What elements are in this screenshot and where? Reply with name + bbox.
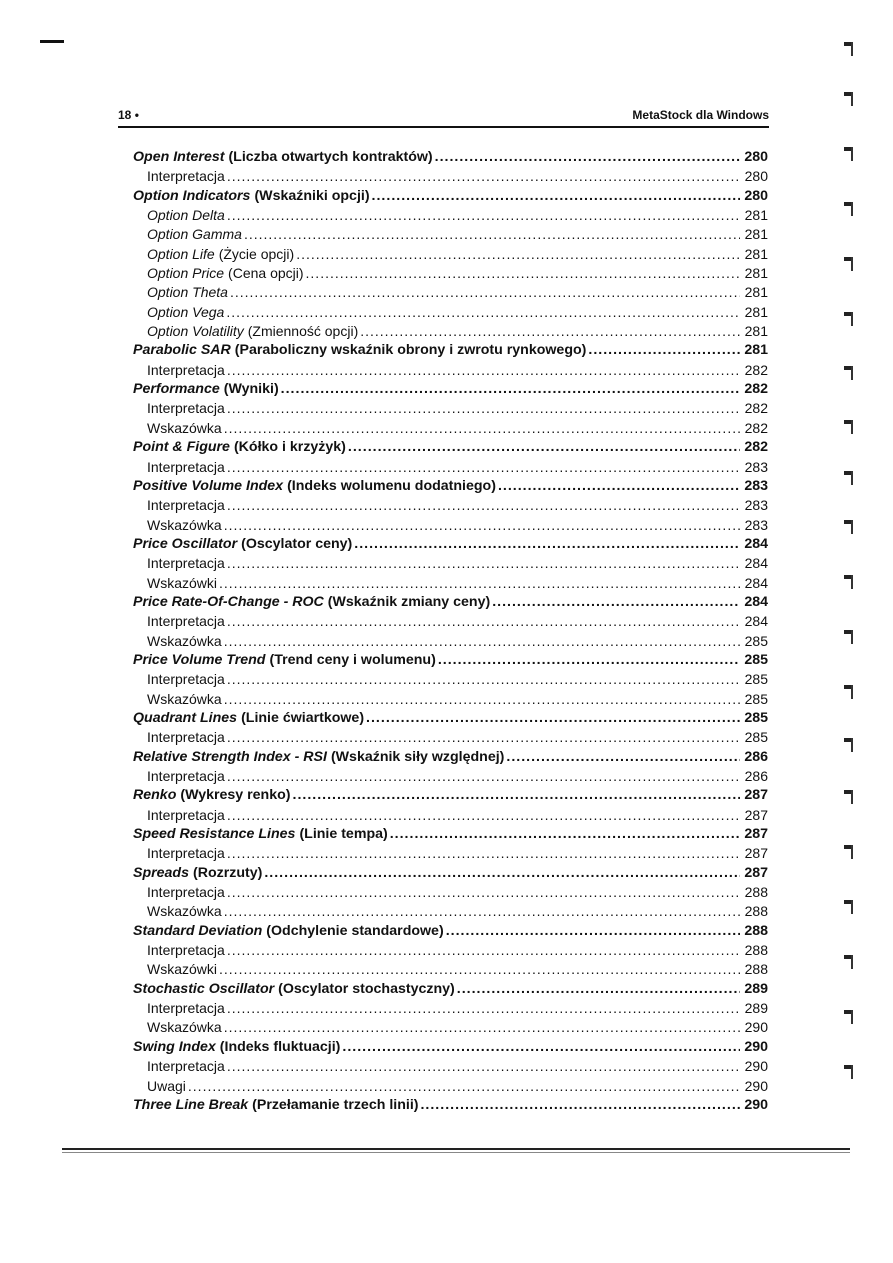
table-of-contents [130, 148, 768, 1115]
toc-description: Wskazówka [147, 419, 222, 436]
dot-leader [372, 187, 740, 206]
dot-leader [227, 206, 740, 225]
toc-page-number: 290 [744, 1019, 768, 1036]
toc-page-number: 289 [744, 1000, 768, 1017]
dot-leader [224, 1018, 740, 1037]
toc-subentry [130, 206, 768, 225]
toc-page-number: 282 [744, 361, 768, 378]
toc-description: (Przełamanie trzech linii) [252, 1096, 419, 1113]
toc-page-number: 285 [744, 709, 768, 726]
dot-leader [188, 1077, 740, 1096]
crop-mark [40, 40, 64, 43]
toc-subentry [130, 728, 768, 747]
toc-subentry [130, 496, 768, 515]
dot-leader [224, 632, 740, 651]
toc-term: Option Delta [147, 207, 225, 224]
toc-entry [130, 1038, 768, 1057]
toc-page-number: 283 [744, 458, 768, 475]
toc-subentry [130, 960, 768, 979]
toc-entry [130, 477, 768, 496]
toc-page-number: 282 [744, 419, 768, 436]
dot-leader [435, 148, 740, 167]
toc-description: (Kółko i krzyżyk) [233, 439, 346, 456]
toc-entry [130, 341, 768, 360]
toc-page-number: 285 [744, 632, 768, 649]
dot-leader [227, 999, 740, 1018]
toc-page-number: 282 [744, 400, 768, 417]
toc-description: (Indeks wolumenu dodatniego) [287, 477, 496, 494]
toc-description: (Wskaźnik zmiany ceny) [327, 593, 491, 610]
toc-page-number: 288 [744, 961, 768, 978]
toc-description: Interpretacja [147, 942, 225, 959]
toc-description: (Wyniki) [223, 381, 279, 398]
toc-page-number: 281 [744, 303, 768, 320]
toc-entry [130, 438, 768, 457]
toc-description: Interpretacja [147, 729, 225, 746]
toc-subentry [130, 999, 768, 1018]
toc-term: Spreads [133, 864, 189, 881]
toc-description: Wskazówki [147, 961, 218, 978]
dot-leader [224, 902, 740, 921]
toc-entry [130, 593, 768, 612]
dot-leader [306, 264, 740, 283]
dot-leader [227, 399, 740, 418]
dot-leader [227, 612, 740, 631]
toc-term: Standard Deviation [133, 922, 263, 939]
toc-term: Option Volatility [147, 323, 244, 340]
toc-subentry [130, 844, 768, 863]
dot-leader [390, 825, 740, 844]
toc-term: Point & Figure [133, 439, 230, 456]
toc-description: (Liczba otwartych kontraktów) [228, 149, 433, 165]
toc-page-number: 284 [744, 555, 768, 572]
toc-description: Interpretacja [147, 458, 225, 475]
dot-leader [293, 786, 741, 805]
dot-leader [224, 516, 740, 535]
toc-description: (Linie tempa) [299, 826, 388, 843]
toc-description: (Zmienność opcji) [247, 323, 359, 340]
dot-leader [227, 767, 740, 786]
toc-description: Interpretacja [147, 555, 225, 572]
toc-description: Uwagi [147, 1077, 186, 1094]
toc-subentry [130, 167, 768, 186]
toc-term: Option Vega [147, 303, 225, 320]
toc-page-number: 281 [744, 265, 768, 282]
toc-term: Option Gamma [147, 226, 242, 243]
toc-page-number: 289 [744, 980, 768, 997]
toc-description: (Oscylator stochastyczny) [278, 980, 455, 997]
toc-page-number: 290 [744, 1077, 768, 1094]
toc-entry [130, 786, 768, 805]
dot-leader [244, 225, 740, 244]
toc-description: (Rozrzuty) [193, 864, 263, 881]
toc-subentry [130, 322, 768, 341]
toc-subentry [130, 516, 768, 535]
dot-leader [438, 651, 740, 670]
toc-description: (Wykresy renko) [180, 787, 291, 804]
toc-description: Interpretacja [147, 613, 225, 630]
toc-description: (Linie ćwiartkowe) [241, 709, 365, 726]
footer-rule-thin [62, 1152, 850, 1153]
toc-term: Option Indicators [133, 187, 251, 204]
toc-description: (Trend ceny i wolumenu) [269, 651, 436, 668]
dot-leader [227, 1057, 740, 1076]
toc-subentry [130, 632, 768, 651]
toc-subentry [130, 361, 768, 380]
toc-page-number: 281 [744, 207, 768, 224]
dot-leader [588, 341, 740, 360]
toc-term: Price Rate-Of-Change - ROC [133, 593, 324, 610]
toc-term: Swing Index [133, 1038, 216, 1055]
toc-term: Stochastic Oscillator [133, 980, 275, 997]
toc-subentry [130, 574, 768, 593]
toc-description: Wskazówka [147, 632, 222, 649]
toc-description: Interpretacja [147, 806, 225, 823]
toc-subentry [130, 883, 768, 902]
toc-term: Performance [133, 381, 220, 398]
toc-page-number: 280 [744, 168, 768, 185]
toc-page-number: 281 [744, 245, 768, 262]
toc-entry [130, 922, 768, 941]
toc-subentry [130, 612, 768, 631]
dot-leader [492, 593, 740, 612]
toc-page-number: 284 [744, 593, 768, 610]
toc-description: Interpretacja [147, 1000, 225, 1017]
toc-page-number: 281 [744, 342, 768, 359]
toc-entry [130, 980, 768, 999]
toc-term: Price Oscillator [133, 535, 238, 552]
dot-leader [281, 380, 740, 399]
dot-leader [506, 748, 740, 767]
toc-page-number: 286 [744, 768, 768, 784]
toc-term: Speed Resistance Lines [133, 826, 296, 843]
dot-leader [224, 690, 740, 709]
dot-leader [227, 883, 740, 902]
dot-leader [227, 728, 740, 747]
toc-page-number: 280 [744, 149, 768, 165]
toc-subentry [130, 419, 768, 438]
dot-leader [360, 322, 740, 341]
toc-term: Positive Volume Index [133, 477, 284, 494]
toc-page-number: 280 [744, 187, 768, 204]
toc-description: (Wskaźnik siły względnej) [330, 748, 505, 765]
dot-leader [219, 960, 740, 979]
toc-page-number: 290 [744, 1038, 768, 1055]
toc-page-number: 282 [744, 381, 768, 398]
toc-subentry [130, 554, 768, 573]
toc-page-number: 281 [744, 226, 768, 243]
toc-subentry [130, 283, 768, 302]
toc-description: Interpretacja [147, 168, 225, 185]
dot-leader [342, 1038, 740, 1057]
toc-page-number: 283 [744, 477, 768, 494]
toc-description: Interpretacja [147, 497, 225, 514]
dot-leader [230, 283, 740, 302]
dot-leader [224, 419, 740, 438]
toc-subentry [130, 902, 768, 921]
dot-leader [354, 535, 740, 554]
toc-page-number: 287 [744, 806, 768, 823]
dot-leader [498, 477, 740, 496]
toc-subentry [130, 245, 768, 264]
toc-page-number: 290 [744, 1058, 768, 1075]
toc-description: Interpretacja [147, 768, 225, 784]
toc-subentry [130, 399, 768, 418]
dot-leader [227, 844, 740, 863]
dot-leader [227, 670, 740, 689]
page-header [118, 108, 769, 128]
dot-leader [227, 496, 740, 515]
dot-leader [227, 167, 740, 186]
toc-description: (Oscylator ceny) [241, 535, 353, 552]
toc-page-number: 286 [744, 748, 768, 765]
toc-description: Wskazówka [147, 690, 222, 707]
toc-page-number: 281 [744, 323, 768, 340]
toc-entry [130, 651, 768, 670]
toc-entry [130, 709, 768, 728]
dot-leader [227, 361, 740, 380]
toc-term: Renko [133, 787, 177, 804]
toc-entry [130, 535, 768, 554]
toc-page-number: 287 [744, 787, 768, 804]
toc-entry [130, 1096, 768, 1115]
dot-leader [366, 709, 740, 728]
toc-page-number: 285 [744, 729, 768, 746]
toc-term: Open Interest [133, 149, 225, 165]
toc-subentry [130, 225, 768, 244]
toc-page-number: 283 [744, 497, 768, 514]
toc-entry [130, 864, 768, 883]
toc-description: Interpretacja [147, 845, 225, 862]
toc-subentry [130, 264, 768, 283]
toc-page-number: 290 [744, 1096, 768, 1113]
toc-entry [130, 748, 768, 767]
toc-description: (Indeks fluktuacji) [219, 1038, 341, 1055]
toc-term: Price Volume Trend [133, 651, 266, 668]
toc-description: (Wskaźniki opcji) [254, 187, 370, 204]
toc-subentry [130, 690, 768, 709]
page-number: 18 • [118, 108, 139, 122]
toc-term: Option Price [147, 265, 225, 282]
toc-term: Option Life [147, 245, 215, 262]
dot-leader [227, 806, 740, 825]
toc-page-number: 288 [744, 922, 768, 939]
toc-description: Interpretacja [147, 361, 225, 378]
toc-term: Option Theta [147, 284, 228, 301]
toc-entry [130, 380, 768, 399]
toc-description: Wskazówki [147, 574, 218, 591]
toc-entry [130, 825, 768, 844]
dot-leader [296, 245, 740, 264]
dot-leader [264, 864, 740, 883]
book-title: MetaStock dla Windows [632, 108, 769, 122]
footer-rule [62, 1148, 850, 1150]
toc-page-number: 285 [744, 651, 768, 668]
toc-page-number: 287 [744, 826, 768, 843]
toc-page-number: 284 [744, 613, 768, 630]
toc-subentry [130, 670, 768, 689]
toc-page-number: 288 [744, 884, 768, 901]
dot-leader [457, 980, 740, 999]
dot-leader [226, 303, 740, 322]
toc-subentry [130, 1018, 768, 1037]
dot-leader [420, 1096, 740, 1115]
dot-leader [348, 438, 740, 457]
toc-description: Wskazówka [147, 516, 222, 533]
dot-leader [227, 554, 740, 573]
toc-term: Three Line Break [133, 1096, 249, 1113]
toc-description: (Cena opcji) [228, 265, 304, 282]
toc-description: Interpretacja [147, 400, 225, 417]
toc-page-number: 288 [744, 942, 768, 959]
toc-term: Quadrant Lines [133, 709, 238, 726]
toc-entry [130, 187, 768, 206]
dot-leader [227, 458, 740, 477]
toc-entry [130, 148, 768, 167]
toc-subentry [130, 303, 768, 322]
toc-subentry [130, 1057, 768, 1076]
toc-page-number: 285 [744, 690, 768, 707]
toc-term: Parabolic SAR [133, 342, 231, 359]
toc-subentry [130, 806, 768, 825]
dot-leader [219, 574, 740, 593]
toc-page-number: 288 [744, 903, 768, 920]
toc-subentry [130, 458, 768, 477]
dot-leader [446, 922, 740, 941]
toc-description: Wskazówka [147, 1019, 222, 1036]
toc-description: Wskazówka [147, 903, 222, 920]
toc-subentry [130, 767, 768, 786]
toc-term: Relative Strength Index - RSI [133, 748, 327, 765]
toc-subentry [130, 941, 768, 960]
toc-subentry [130, 1077, 768, 1096]
toc-page-number: 281 [744, 284, 768, 301]
toc-page-number: 284 [744, 574, 768, 591]
toc-description: (Paraboliczny wskaźnik obrony i zwrotu rynkowego) [234, 342, 587, 359]
toc-description: Interpretacja [147, 671, 225, 688]
toc-page-number: 283 [744, 516, 768, 533]
dot-leader [227, 941, 740, 960]
page-edge-marks [841, 30, 853, 1120]
toc-page-number: 287 [744, 864, 768, 881]
toc-description: (Odchylenie standardowe) [266, 922, 444, 939]
toc-description: Interpretacja [147, 884, 225, 901]
toc-description: Interpretacja [147, 1058, 225, 1075]
toc-page-number: 285 [744, 671, 768, 688]
toc-page-number: 282 [744, 439, 768, 456]
toc-page-number: 287 [744, 845, 768, 862]
toc-page-number: 284 [744, 535, 768, 552]
toc-description: (Życie opcji) [218, 245, 295, 262]
